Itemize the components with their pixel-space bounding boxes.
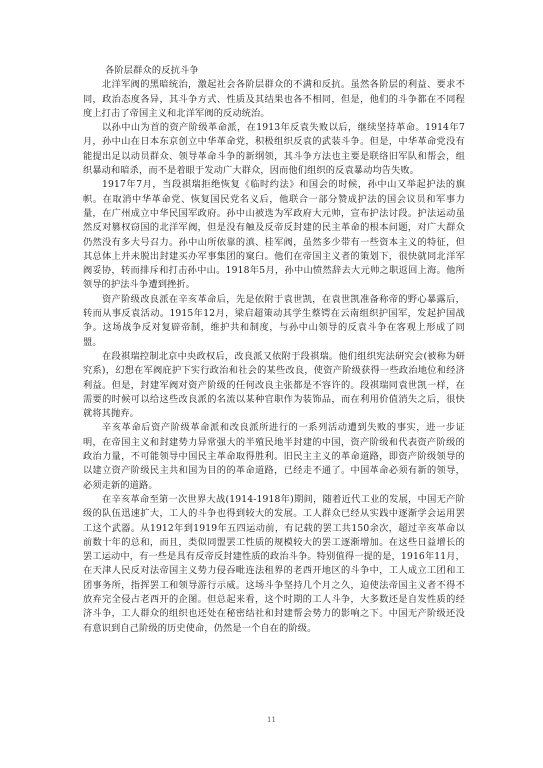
- paragraph: 1917年7月，当段祺瑞拒绝恢复《临时约法》和国会的时候，孙中山又举起护法的旗帜。在取消中华革命党、恢复国民党名义后，他联合一部分赞成护法的国会议员和军事力量，在广州成立中华民国军政府。孙中山被选为军政府大元帅，宣布护法讨段。护法运动虽然反对篡权窃国的北洋军阀，但是没有触及反帝反封建的民主革命的根本问题，对广大群众仍然没有多大号召力。孙中山所依靠的滇、桂军阀，虽然多少带有一些资本主义的特征，但其总体上并未脱出封建买办军事集团的窠臼。他们在帝国主义者的策划下，很快就同北洋军阀妥协，转而排斥和打击孙中山。1918年5月，孙中山愤然辞去大元帅之职返回上海。他所领导的护法斗争遭到挫折。: [83, 179, 465, 291]
- paragraph: 资产阶级改良派在辛亥革命后，先是依附于袁世凯，在袁世凯准备称帝的野心暴露后，转而从事反袁活动。1915年12月，梁启超策动其学生蔡锷在云南组织护国军，发起护国战争。这场战争反对复辟帝制，维护共和制度，与孙中山领导的反袁斗争在客观上形成了同盟。: [83, 293, 465, 348]
- page-number: 11: [267, 716, 276, 724]
- section-title: 各阶层群众的反抗斗争: [105, 65, 199, 76]
- paragraph: 北洋军阀的黑暗统治，激起社会各阶层群众的不满和反抗。虽然各阶层的利益、要求不同，政治态度各异，其斗争方式、性质及其结果也各不相同，但是，他们的斗争都在不同程度上打击了帝国主义和北洋军阀的反动统治。: [83, 79, 465, 119]
- paragraph: 在辛亥革命至第一次世界大战(1914-1918年)期间，随着近代工业的发展，中国无产阶级的队伍迅速扩大，工人的斗争也得到较大的发展。工人群众已经从实践中逐渐学会运用罢工这个武器。从1912年到1919年五四运动前，有记载的罢工共150余次，超过辛亥革命以前数十年的总和，而且，类似同盟罢工性质的规模较大的罢工逐渐增加。在这些日益增长的罢工运动中，有一些是具有反帝反封建性质的政治斗争。特别值得一提的是，1916年11月，在天津人民反对法帝国主义势力侵吞毗连法租界的老西开地区的斗争中，工人成立工团和工团事务所，指挥罢工和领导游行示威。这场斗争坚持几个月之久，迫使法帝国主义者不得不放弃完全侵占老西开的企图。但总起来看，这个时期的工人斗争，大多数还是自发性质的经济斗争，工人群众的组织也还处在秘密结社和封建帮会势力的影响之下。中国无产阶级还没有意识到自己阶级的历史使命，仍然是一个自在的阶级。: [83, 493, 465, 634]
- page-content: [83, 64, 465, 636]
- paragraph: 以孙中山为首的资产阶级革命派，在1913年反袁失败以后，继续坚持革命。1914年7月，孙中山在日本东京创立中华革命党，积极组织反袁的武装斗争。但是，中华革命党没有能提出足以动员群众、领导革命斗争的新纲领，其斗争方法也主要是联络旧军队和帮会，组织暴动和暗杀，而不是着眼于发动广大群众，因而他们组织的反袁暴动均告失败。: [83, 122, 465, 177]
- paragraph: 辛亥革命后资产阶级革命派和改良派所进行的一系列活动遭到失败的事实，进一步证明，在帝国主义和封建势力异常强大的半殖民地半封建的中国，资产阶级和代表资产阶级的政治力量，不可能领导中国民主革命取得胜利。旧民主主义的革命道路，即资产阶级领导的以建立资产阶级民主共和国为目的的革命道路，已经走不通了。中国革命必须有新的领导，必须走新的道路。: [83, 422, 465, 491]
- paragraph: 在段祺瑞控制北京中央政权后，改良派又依附于段祺瑞。他们组织宪法研究会(被称为研究系)，幻想在军阀庇护下实行政治和社会的某些改良，使资产阶级获得一些政治地位和经济利益。但是，封建军阀对资产阶级的任何改良主张都是不容许的。段祺瑞同袁世凯一样，在需要的时候可以给这些改良派的名流以某种官职作为装饰品，而在利用价值消失之后，很快就将其抛弃。: [83, 350, 465, 420]
